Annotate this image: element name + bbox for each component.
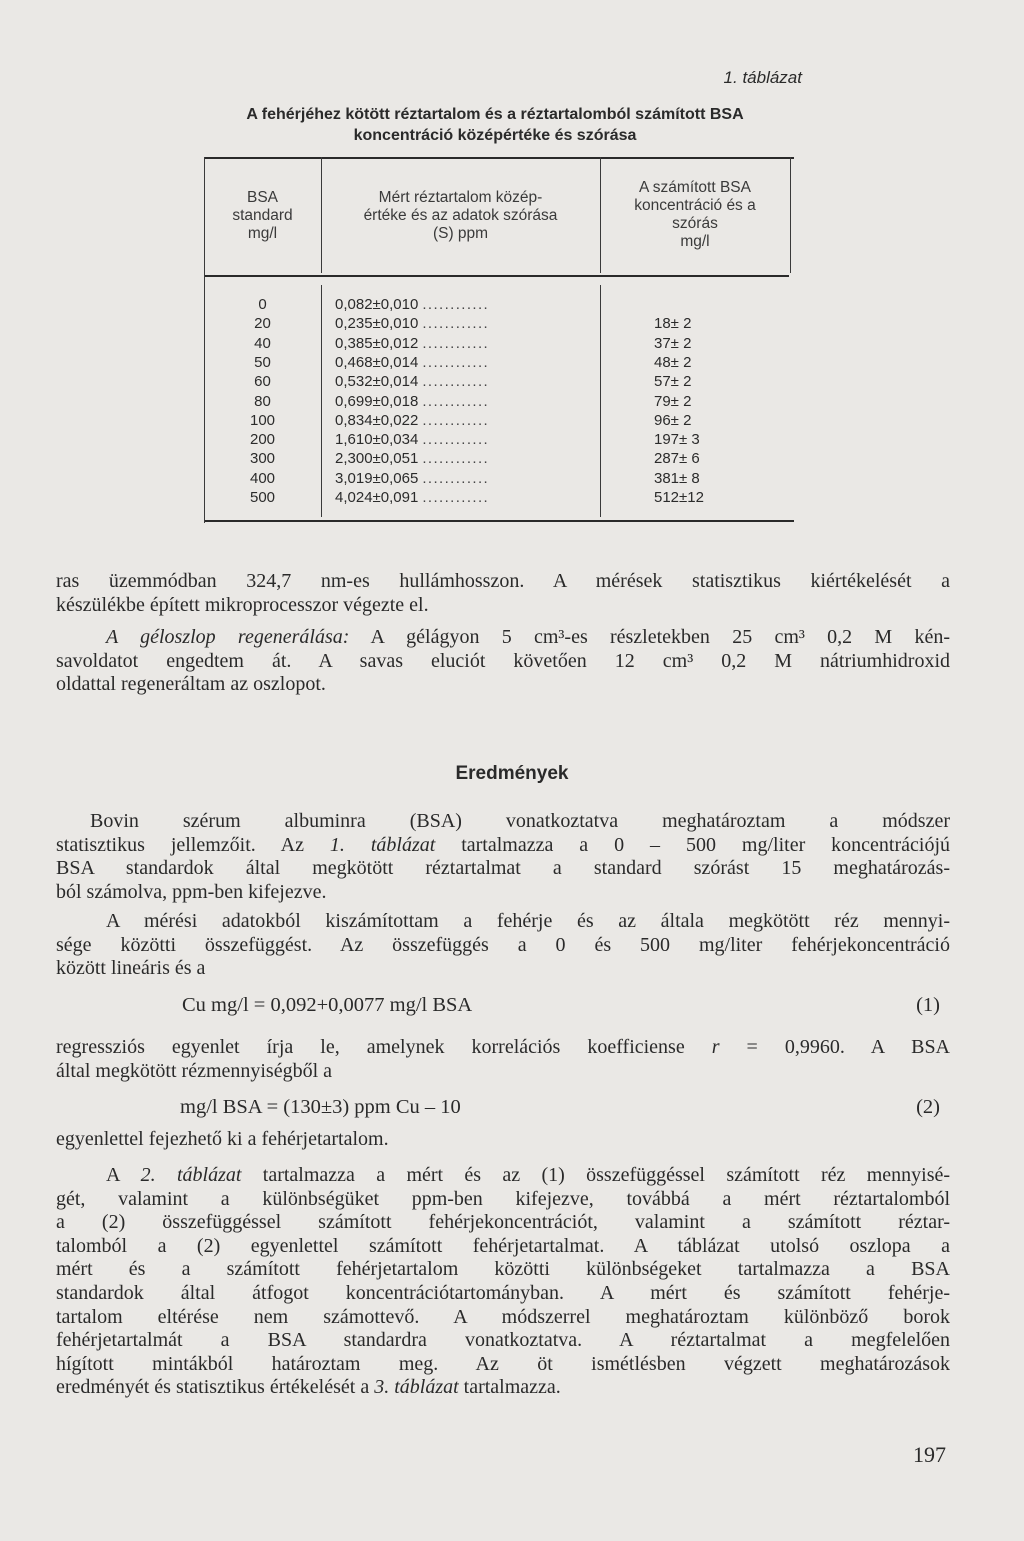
text-line: standardok által átfogot koncentrációtartományban. A mért és számított fehérje-: [56, 1281, 950, 1304]
table-row: [204, 295, 790, 314]
table-row: [204, 411, 790, 430]
cell-bsa-standard: 100: [249, 411, 276, 429]
cell-bsa-standard: 80: [254, 392, 271, 410]
table-reference: 3. táblázat: [374, 1376, 459, 1399]
cell-bsa-standard: 40: [254, 334, 271, 352]
cell-copper-content: [335, 449, 590, 468]
text-line: a (2) összefüggéssel számított fehérjekoncentrációt, valamint a számított réztar-: [56, 1211, 950, 1234]
cell-bsa-standard: 500: [249, 489, 276, 506]
cell-calculated-bsa: 381± 8: [654, 469, 700, 487]
cell-value: 0,532±0,014: [335, 373, 419, 391]
dot-leader: ............: [422, 469, 490, 487]
column-header-line: Mért réztartalom közép-: [378, 189, 543, 206]
cell-copper-content: [335, 334, 590, 353]
equation-number: (1): [916, 994, 940, 1016]
cell-calculated-bsa: 96± 2: [654, 411, 692, 429]
text-fragment: statisztikus jellemzőit. Az: [56, 833, 330, 856]
text-line: [56, 626, 950, 650]
cell-bsa-standard: 300: [249, 450, 276, 468]
dot-leader: ............: [422, 489, 490, 506]
table-reference: 1. táblázat: [329, 833, 436, 856]
dot-leader: ............: [422, 431, 490, 449]
cell-copper-content: [335, 353, 590, 372]
paragraph-results-3: [56, 1036, 950, 1083]
cell-value: 0,468±0,014: [335, 353, 419, 371]
text-fragment: = 0,9960. A BSA: [719, 1036, 951, 1058]
text-line: savoldatot engedtem át. A savas eluciót követően 12 cm³ 0,2 M nátriumhidroxid: [56, 649, 950, 672]
table-title-line: koncentráció középértéke és szórása: [353, 127, 637, 144]
paragraph-results-4: [56, 1128, 950, 1152]
paragraph-results-5: [56, 1164, 950, 1400]
data-table: [204, 157, 794, 523]
cell-bsa-standard: 50: [254, 353, 271, 371]
dot-leader: ............: [422, 353, 490, 371]
text-line: A mérési adatokból kiszámítottam a fehérje és az általa megkötött réz mennyi-: [106, 910, 950, 932]
cell-copper-content: [335, 372, 590, 391]
cell-calculated-bsa: 18± 2: [654, 315, 692, 333]
cell-copper-content: [335, 314, 590, 333]
paragraph-results-1: [56, 810, 950, 904]
text-line: egyenlettel fejezhető ki a fehérjetartalom.: [56, 1128, 389, 1150]
column-header-line: szórás: [672, 215, 718, 232]
text-line: tartalom eltérése nem számottevő. A módszerrel meghatároztam különböző borok: [56, 1305, 950, 1328]
cell-value: 1,610±0,034: [335, 431, 419, 449]
text-line: talomból a (2) egyenlettel számított fehérjetartalmat. A táblázat utolsó oszlopa a: [56, 1234, 950, 1257]
text-line: készülékbe épített mikroprocesszor végezte el.: [56, 593, 429, 616]
equation-2: mg/l BSA = (130±3) ppm Cu – 10: [180, 1096, 461, 1118]
text-fragment: regressziós egyenlet írja le, amelynek korrelációs koefficiense: [56, 1036, 712, 1058]
cell-value: 0,385±0,012: [335, 334, 419, 352]
text-line: ras üzemmódban 324,7 nm-es hullámhosszon. A mérések statisztikus kiértékelését a: [56, 570, 950, 592]
dot-leader: ............: [422, 373, 490, 391]
table-label: 1. táblázat: [723, 68, 802, 87]
column-header-copper: [321, 189, 600, 243]
page-number: 197: [913, 1442, 946, 1467]
cell-value: 0,699±0,018: [335, 392, 419, 410]
text-fragment: tartalmazza a mért és az (1) összefüggéssel számított réz mennyisé-: [241, 1164, 951, 1186]
table-right-border: [790, 157, 791, 273]
text-line: BSA standardok által megkötött réztartalmat a standard szórást 15 meghatározás-: [56, 857, 950, 880]
equation-number: (2): [916, 1096, 940, 1118]
text-fragment: A gélágyon 5 cm³-es részletekben 25 cm³ 0,2 M kén-: [349, 626, 950, 648]
text-line: hígított mintákból határoztam meg. Az öt ismétlésben végzett meghatározások: [56, 1352, 950, 1375]
table-title-line: A fehérjéhez kötött réztartalom és a réztartalomból számított BSA: [246, 106, 744, 123]
paragraph-results-2: [56, 910, 950, 981]
text-fragment: tartalmazza a 0 – 500 mg/liter koncentrációjú: [435, 833, 951, 856]
text-line: ból számolva, ppm-ben kifejezve.: [56, 880, 327, 903]
cell-copper-content: [335, 411, 590, 430]
text-line: [56, 1036, 950, 1060]
text-line: [56, 1376, 950, 1400]
cell-value: 4,024±0,091: [335, 489, 419, 506]
column-header-calculated: [600, 179, 790, 251]
cell-bsa-standard: 200: [249, 431, 276, 449]
text-fragment: A: [106, 1164, 141, 1186]
text-line: gét, valamint a különbségüket ppm-ben kifejezve, továbbá a mért réztartalomból: [56, 1187, 950, 1210]
table-row: [204, 449, 790, 468]
cell-calculated-bsa: 57± 2: [654, 373, 692, 391]
table-bottom-rule: [204, 520, 794, 522]
table-row: [204, 488, 790, 507]
table-reference: 2. táblázat: [140, 1164, 242, 1186]
text-line: között lineáris és a: [56, 957, 206, 980]
column-header-bsa: [204, 189, 321, 243]
text-line: Bovin szérum albuminra (BSA) vonatkoztatva meghatároztam a módszer: [90, 810, 950, 832]
text-line: által megkötött rézmennyiségből a: [56, 1059, 333, 1082]
table-top-rule: [204, 157, 794, 159]
table-row: [204, 469, 790, 488]
cell-calculated-bsa: 287± 6: [654, 450, 700, 468]
cell-bsa-standard: 0: [258, 296, 267, 313]
column-header-line: standard: [232, 207, 293, 224]
dot-leader: ............: [422, 411, 490, 429]
column-header-line: mg/l: [680, 233, 710, 250]
text-line: fehérjetartalmát a BSA standardra vonatkoztatva. A réztartalmat a megfelelően: [56, 1329, 950, 1352]
text-fragment: tartalmazza.: [458, 1376, 561, 1399]
dot-leader: ............: [422, 315, 490, 333]
column-header-line: mg/l: [247, 225, 278, 242]
cell-value: 0,082±0,010: [335, 296, 419, 313]
table-header-rule: [204, 275, 789, 277]
cell-copper-content: [335, 295, 590, 314]
section-heading: Eredmények: [455, 763, 569, 784]
cell-value: 0,834±0,022: [335, 411, 419, 429]
text-line: sége közötti összefüggést. Az összefüggés a 0 és 500 mg/liter fehérjekoncentráció: [56, 933, 950, 956]
variable: r: [711, 1036, 720, 1058]
table-title: [150, 104, 840, 146]
text-line: [56, 834, 950, 858]
table-row: [204, 372, 790, 391]
table-row: [204, 334, 790, 353]
cell-copper-content: [335, 488, 590, 507]
cell-calculated-bsa: 197± 3: [654, 431, 700, 449]
text-line: oldattal regeneráltam az oszlopot.: [56, 673, 326, 696]
table-row: [204, 430, 790, 449]
column-header-line: koncentráció és a: [634, 197, 756, 214]
paragraph-column-regeneration: [56, 626, 950, 697]
dot-leader: ............: [422, 392, 490, 410]
paragraph-method-end: [56, 570, 950, 617]
table-row: [204, 353, 790, 372]
column-header-line: értéke és az adatok szórása: [363, 207, 558, 224]
text-fragment: eredményét és statisztikus értékelését a: [56, 1376, 375, 1399]
cell-copper-content: [335, 469, 590, 488]
table-row: [204, 314, 790, 333]
cell-bsa-standard: 20: [254, 315, 271, 333]
cell-value: 3,019±0,065: [335, 469, 419, 487]
cell-calculated-bsa: 512±12: [654, 489, 704, 506]
cell-copper-content: [335, 430, 590, 449]
italic-lead: A géloszlop regenerálása:: [106, 626, 350, 648]
cell-calculated-bsa: 37± 2: [654, 334, 692, 352]
cell-bsa-standard: 400: [249, 469, 276, 487]
column-header-line: (S) ppm: [432, 225, 489, 242]
cell-bsa-standard: 60: [254, 373, 271, 391]
cell-value: 0,235±0,010: [335, 315, 419, 333]
cell-calculated-bsa: 48± 2: [654, 353, 692, 371]
cell-value: 2,300±0,051: [335, 450, 419, 468]
cell-copper-content: [335, 392, 590, 411]
dot-leader: ............: [422, 334, 490, 352]
text-line: [56, 1164, 950, 1188]
dot-leader: ............: [422, 296, 490, 313]
dot-leader: ............: [422, 450, 490, 468]
cell-calculated-bsa: 79± 2: [654, 392, 692, 410]
text-line: mért és a számított fehérjetartalom közötti különbségeket tartalmazza a BSA: [56, 1258, 950, 1281]
table-row: [204, 392, 790, 411]
column-header-line: A számított BSA: [639, 179, 751, 196]
equation-1: Cu mg/l = 0,092+0,0077 mg/l BSA: [182, 994, 473, 1016]
column-header-line: BSA: [246, 189, 278, 206]
